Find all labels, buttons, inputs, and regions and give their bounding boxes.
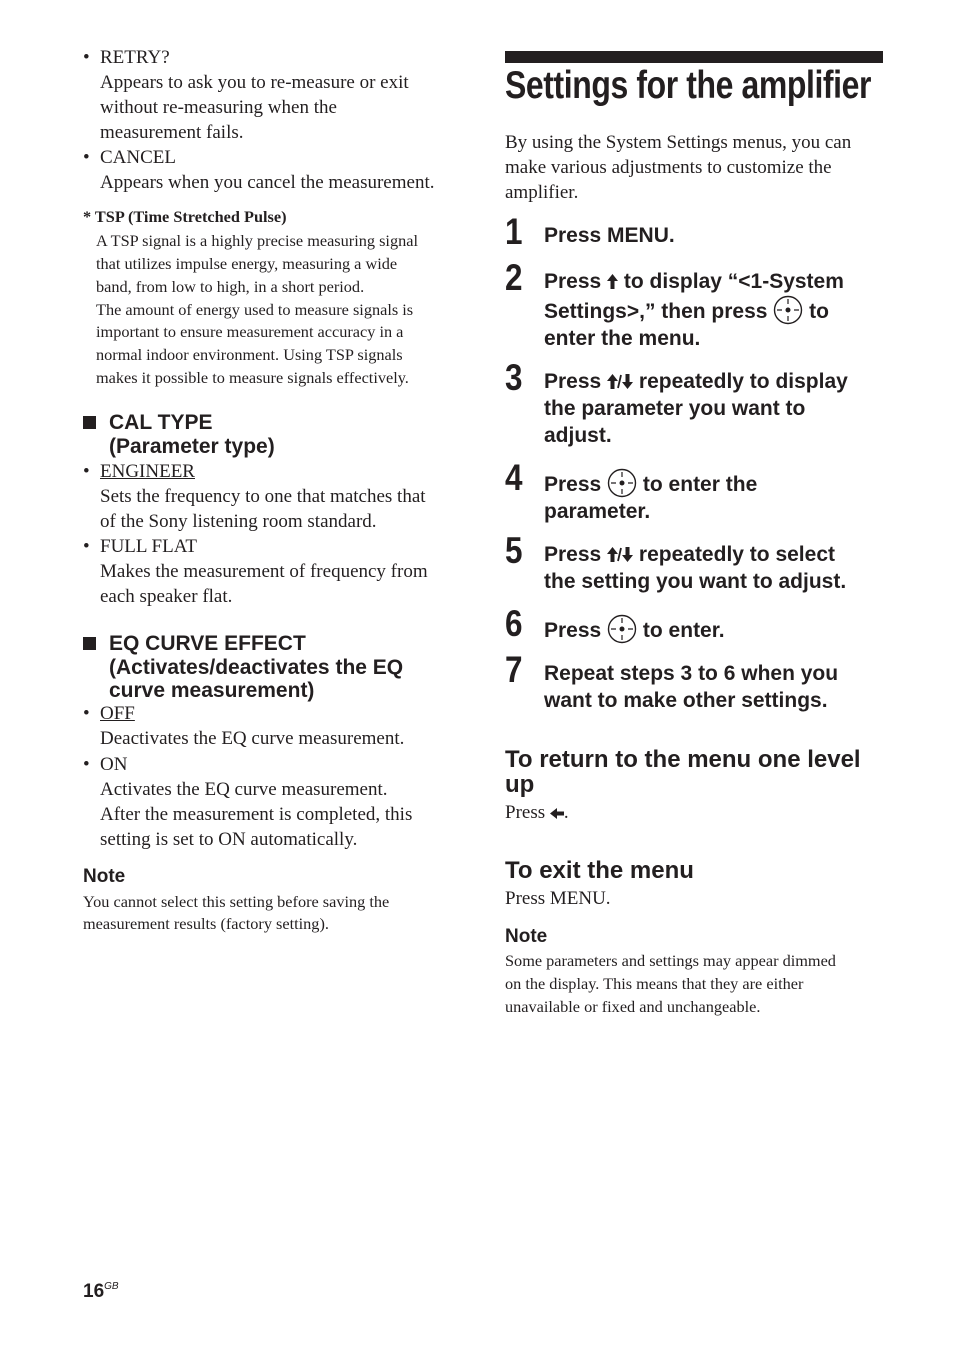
- exit-heading: To exit the menu: [505, 857, 694, 884]
- cancel-label: CANCEL: [100, 147, 176, 168]
- on-desc: setting is set to ON automatically.: [100, 829, 358, 850]
- step-number: 6: [505, 603, 523, 644]
- note-heading: Note: [83, 866, 126, 887]
- engineer-desc: Sets the frequency to one that matches that: [100, 486, 426, 507]
- fullflat-label: FULL FLAT: [100, 536, 197, 557]
- note-text: You cannot select this setting before saving the: [83, 892, 390, 911]
- step-text: Press repeatedly to display the parameter you want to adjust.: [544, 370, 848, 447]
- off-desc: Deactivates the EQ curve measurement.: [100, 728, 405, 749]
- step-number: 2: [505, 257, 523, 298]
- enter-button-icon: [607, 614, 637, 644]
- bullet: •: [83, 754, 90, 775]
- step-number: 3: [505, 357, 523, 398]
- step-text: Press repeatedly to select the setting you want to adjust.: [544, 543, 847, 593]
- tsp-title: * TSP (Time Stretched Pulse): [83, 207, 287, 226]
- intro-text: amplifier.: [505, 182, 579, 203]
- bullet: •: [83, 461, 90, 482]
- up-down-arrow-icon: [607, 374, 633, 389]
- tsp-line: makes it possible to measure signals effectively.: [96, 368, 409, 387]
- step-number: 7: [505, 649, 523, 690]
- tsp-line: normal indoor environment. Using TSP signals: [96, 345, 403, 364]
- step-text: Press to enter.: [544, 614, 889, 644]
- note-heading: Note: [505, 926, 548, 947]
- step-text: Press to display “<1-System Settings>,” then press to enter the menu.: [544, 270, 844, 350]
- enter-button-icon: [773, 295, 803, 325]
- intro-text: By using the System Settings menus, you can: [505, 132, 852, 153]
- return-heading: To return to the menu one level up: [505, 746, 861, 798]
- retry-label: RETRY?: [100, 47, 170, 68]
- note-text: on the display. This means that they are either: [505, 974, 804, 993]
- step-number: 1: [505, 211, 523, 252]
- bullet: •: [83, 703, 90, 724]
- page-title: Settings for the amplifier: [505, 64, 872, 107]
- retry-desc: measurement fails.: [100, 122, 244, 143]
- up-down-arrow-icon: [607, 547, 633, 562]
- title-rule: [505, 51, 883, 63]
- tsp-line: important to ensure measurement accuracy in a: [96, 322, 404, 341]
- tsp-line: A TSP signal is a highly precise measuring signal: [96, 231, 418, 250]
- fullflat-desc: each speaker flat.: [100, 586, 233, 607]
- square-bullet-icon: [83, 416, 96, 429]
- retry-desc: without re-measuring when the: [100, 97, 337, 118]
- on-label: ON: [100, 754, 128, 775]
- tsp-line: that utilizes impulse energy, measuring a wide: [96, 254, 398, 273]
- enter-button-icon: [607, 468, 637, 498]
- up-arrow-icon: [607, 274, 618, 289]
- bullet: •: [83, 147, 90, 168]
- tsp-line: The amount of energy used to measure signals is: [96, 300, 414, 319]
- bullet: •: [83, 47, 90, 68]
- step-number: 4: [505, 457, 523, 498]
- region-suffix: GB: [104, 1281, 119, 1292]
- return-text: Press .: [505, 802, 569, 823]
- engineer-desc: of the Sony listening room standard.: [100, 511, 377, 532]
- intro-text: make various adjustments to customize the: [505, 157, 832, 178]
- cancel-desc: Appears when you cancel the measurement.: [100, 172, 435, 193]
- note-text: measurement results (factory setting).: [83, 914, 329, 933]
- page-number: $16^{GB}$: [83, 1281, 119, 1302]
- on-desc: After the measurement is completed, this: [100, 804, 413, 825]
- fullflat-desc: Makes the measurement of frequency from: [100, 561, 428, 582]
- tsp-line: band, from low to high, in a short period.: [96, 277, 365, 296]
- on-desc: Activates the EQ curve measurement.: [100, 779, 388, 800]
- step-number: 5: [505, 530, 523, 571]
- step-text: Press MENU.: [544, 224, 675, 247]
- engineer-label: ENGINEER: [100, 461, 195, 482]
- note-text: unavailable or fixed and unchangeable.: [505, 997, 761, 1016]
- step-text: Press to enter the parameter.: [544, 468, 889, 525]
- bullet: •: [83, 536, 90, 557]
- step-text: Repeat steps 3 to 6 when you want to make other settings.: [544, 662, 839, 712]
- back-arrow-icon: [550, 808, 564, 819]
- note-text: Some parameters and settings may appear dimmed: [505, 951, 836, 970]
- off-label: OFF: [100, 703, 135, 724]
- square-bullet-icon: [83, 637, 96, 650]
- exit-text: Press MENU.: [505, 888, 611, 909]
- retry-desc: Appears to ask you to re-measure or exit: [100, 72, 409, 93]
